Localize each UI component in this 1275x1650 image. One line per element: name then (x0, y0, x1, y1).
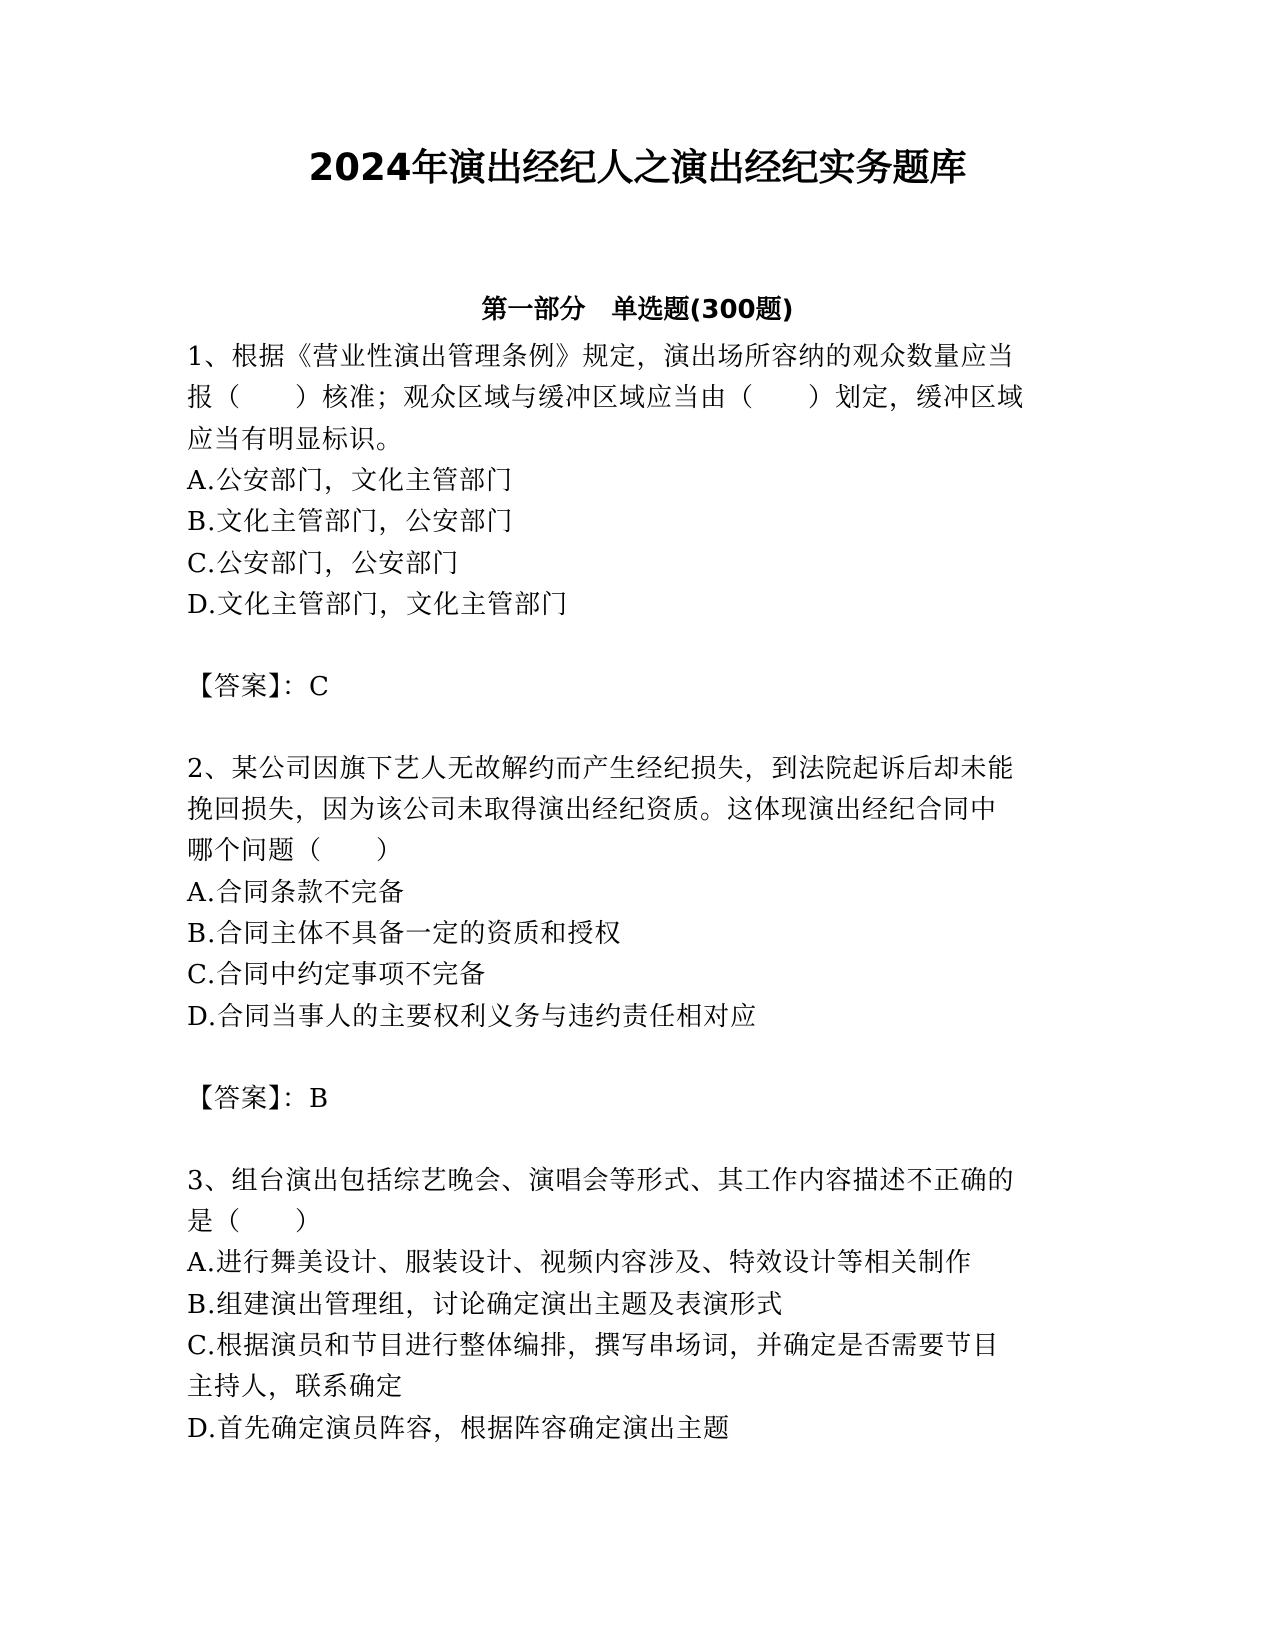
question-3-option-c: C.根据演员和节目进行整体编排，撰写串场词，并确定是否需要节目 (187, 1331, 1000, 1361)
question-2-stem-line-2: 挽回损失，因为该公司未取得演出经纪资质。这体现演出经纪合同中 (187, 795, 998, 825)
question-1-option-c: C.公安部门，公安部门 (187, 549, 460, 579)
question-1-stem-line-1: 1、根据《营业性演出管理条例》规定，演出场所容纳的观众数量应当 (187, 342, 1015, 372)
question-1-stem-line-2: 报（ ）核准；观众区域与缓冲区域应当由（ ）划定，缓冲区域 (187, 383, 1025, 413)
question-3-option-d: D.首先确定演员阵容，根据阵容确定演出主题 (187, 1414, 731, 1444)
question-3-option-a: A.进行舞美设计、服装设计、视频内容涉及、特效设计等相关制作 (187, 1248, 973, 1278)
question-2-option-a: A.合同条款不完备 (187, 878, 406, 908)
question-2-option-c: C.合同中约定事项不完备 (187, 960, 487, 990)
page-title: 2024年演出经纪人之演出经纪实务题库 (308, 146, 967, 189)
question-3-stem-line-1: 3、组台演出包括综艺晚会、演唱会等形式、其工作内容描述不正确的 (187, 1166, 1015, 1196)
question-1-answer: 【答案】：C (187, 672, 330, 702)
question-2-stem-line-3: 哪个问题（ ） (187, 836, 404, 866)
question-2-option-b: B.合同主体不具备一定的资质和授权 (187, 919, 622, 949)
question-2-stem-line-1: 2、某公司因旗下艺人无故解约而产生经纪损失，到法院起诉后却未能 (187, 754, 1015, 784)
question-1-option-b: B.文化主管部门，公安部门 (187, 507, 514, 537)
question-2-option-d: D.合同当事人的主要权利义务与违约责任相对应 (187, 1002, 758, 1032)
question-3-option-b: B.组建演出管理组，讨论确定演出主题及表演形式 (187, 1290, 784, 1320)
question-3-option-c-continued: 主持人，联系确定 (187, 1372, 404, 1402)
question-1-option-d: D.文化主管部门，文化主管部门 (187, 590, 569, 620)
question-2-answer: 【答案】：B (187, 1084, 330, 1114)
section-title: 第一部分 单选题(300题) (481, 295, 794, 325)
question-1-option-a: A.公安部门，文化主管部门 (187, 466, 514, 496)
question-3-stem-line-2: 是（ ） (187, 1207, 323, 1237)
question-1-stem-line-3: 应当有明显标识。 (187, 425, 404, 455)
